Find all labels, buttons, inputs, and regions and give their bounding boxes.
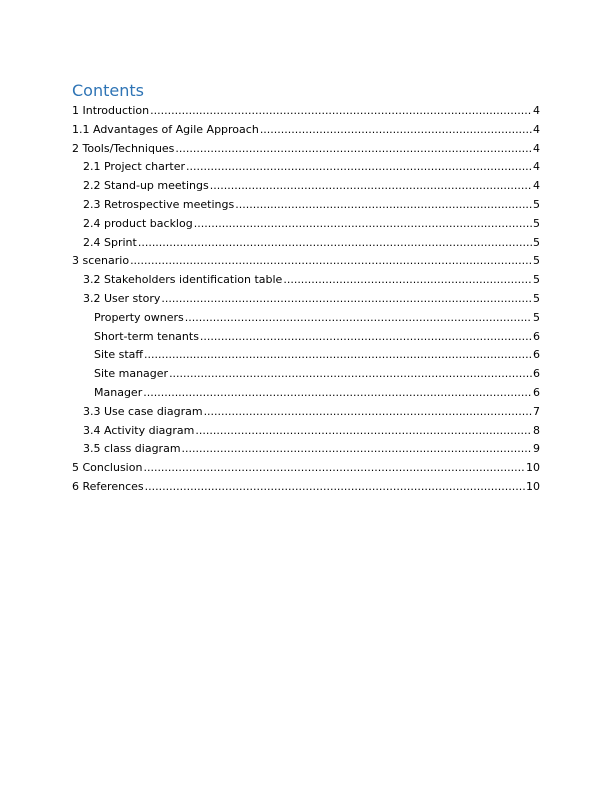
toc-entry-advantages-of-agile[interactable] (72, 121, 540, 140)
dot-leader (169, 365, 532, 384)
toc-entry-retrospective-meetings[interactable] (72, 196, 540, 215)
toc-page-number: 4 (533, 141, 540, 155)
toc-page-number: 5 (533, 197, 540, 211)
toc-entry-stand-up-meetings[interactable] (72, 177, 540, 196)
toc-entry-text: 6 References (72, 479, 144, 493)
toc-entry-short-term-tenants[interactable] (72, 328, 540, 347)
toc-entry-text: Manager (94, 385, 143, 399)
toc-page-number: 7 (533, 404, 540, 418)
toc-page-number: 6 (533, 385, 540, 399)
toc-entry-text: Site staff (94, 348, 143, 362)
dot-leader (150, 102, 532, 121)
toc-entry-text: 2.4 Sprint (83, 235, 137, 249)
toc-page-number: 4 (533, 122, 540, 136)
dot-leader (182, 440, 532, 459)
toc-entry-text: 1.1 Advantages of Agile Approach (72, 122, 259, 136)
toc-entry-manager[interactable] (72, 384, 540, 403)
toc-entry-text: 2 Tools/Techniques (72, 141, 175, 155)
toc-entry-text: Short-term tenants (94, 329, 199, 343)
dot-leader (143, 384, 532, 403)
toc-page-number: 4 (533, 104, 540, 117)
toc-page-number: 4 (533, 160, 540, 174)
toc-entry-property-owners[interactable] (72, 309, 540, 328)
toc-page-number: 4 (533, 179, 540, 193)
toc-entry-text: Property owners (94, 310, 184, 324)
toc-entry-text: 3.2 Stakeholders identification table (83, 273, 283, 287)
dot-leader (195, 422, 532, 441)
toc-entry-text: 1 Introduction (72, 104, 150, 117)
toc-page-number: 5 (533, 216, 540, 230)
toc-entry-tools-techniques[interactable] (72, 140, 540, 159)
toc-entry-use-case-diagram[interactable] (72, 403, 540, 422)
dot-leader (210, 177, 532, 196)
toc-entry-text: 3.3 Use case diagram (83, 404, 203, 418)
dot-leader (143, 459, 525, 478)
toc-page-number: 6 (533, 367, 540, 381)
toc-entry-text: 5 Conclusion (72, 461, 143, 475)
toc-entry-scenario[interactable] (72, 252, 540, 271)
toc-entry-user-story[interactable] (72, 290, 540, 309)
dot-leader (144, 346, 532, 365)
dot-leader (138, 234, 532, 253)
dot-leader (175, 140, 532, 159)
toc-entry-text: 2.3 Retrospective meetings (83, 197, 235, 211)
toc-entry-text: 3.2 User story (83, 291, 161, 305)
toc-page-number: 6 (533, 329, 540, 343)
dot-leader (283, 271, 532, 290)
dot-leader (235, 196, 532, 215)
toc-page-number: 6 (533, 348, 540, 362)
toc-entry-conclusion[interactable] (72, 459, 540, 478)
toc-entry-project-charter[interactable] (72, 158, 540, 177)
dot-leader (260, 121, 532, 140)
toc-entry-activity-diagram[interactable] (72, 422, 540, 441)
toc-entry-references[interactable] (72, 478, 540, 497)
dot-leader (185, 309, 532, 328)
toc-entry-class-diagram[interactable] (72, 440, 540, 459)
toc-list (72, 102, 540, 497)
dot-leader (145, 478, 525, 497)
toc-entry-sprint[interactable] (72, 234, 540, 253)
toc-page-number: 10 (526, 461, 540, 475)
toc-entry-text: 2.4 product backlog (83, 216, 193, 230)
toc-page-number: 8 (533, 423, 540, 437)
dot-leader (130, 252, 532, 271)
dot-leader (204, 403, 532, 422)
toc-entry-text: 2.1 Project charter (83, 160, 186, 174)
toc-entry-site-manager[interactable] (72, 365, 540, 384)
dot-leader (161, 290, 532, 309)
toc-entry-text: Site manager (94, 367, 169, 381)
toc-page-number: 5 (533, 291, 540, 305)
toc-entry-text: 2.2 Stand-up meetings (83, 179, 209, 193)
toc-page-number: 10 (526, 479, 540, 493)
toc-page-number: 9 (533, 442, 540, 456)
toc-entry-text: 3.4 Activity diagram (83, 423, 195, 437)
toc-page-number: 5 (533, 273, 540, 287)
toc-page-number: 5 (533, 254, 540, 268)
dot-leader (194, 215, 532, 234)
toc-entry-text: 3 scenario (72, 254, 130, 268)
dot-leader (186, 158, 532, 177)
table-of-contents (72, 80, 540, 497)
toc-page-number: 5 (533, 235, 540, 249)
toc-page-number: 5 (533, 310, 540, 324)
dot-leader (200, 328, 532, 347)
toc-entry-stakeholders-table[interactable] (72, 271, 540, 290)
toc-entry-product-backlog[interactable] (72, 215, 540, 234)
toc-entry-site-staff[interactable] (72, 346, 540, 365)
toc-entry-introduction[interactable] (72, 102, 540, 121)
toc-heading: Contents (72, 81, 144, 100)
toc-entry-text: 3.5 class diagram (83, 442, 181, 456)
